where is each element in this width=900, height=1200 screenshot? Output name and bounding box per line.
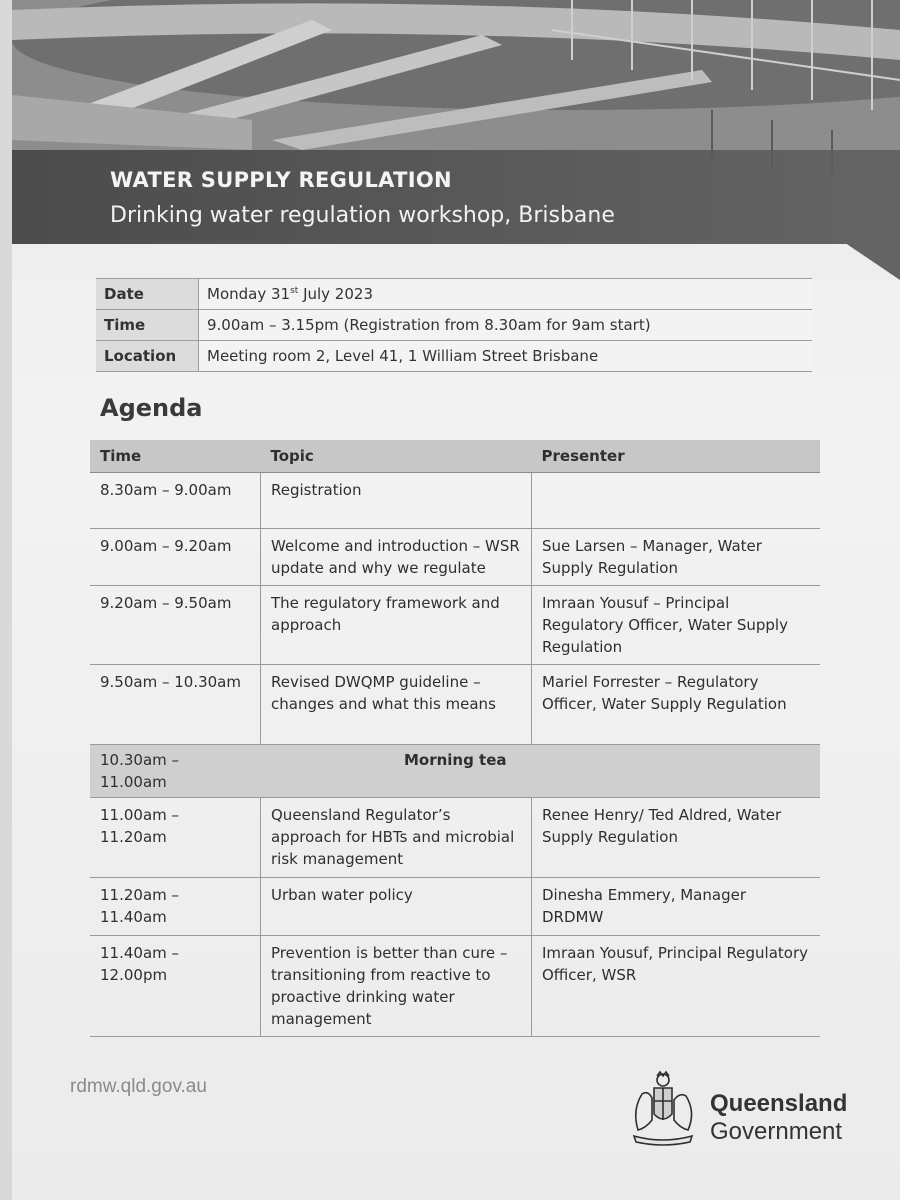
column-header-time: Time <box>90 440 261 473</box>
column-header-presenter: Presenter <box>532 440 821 473</box>
session-topic: The regulatory framework and approach <box>261 586 532 665</box>
session-topic: Revised DWQMP guideline – changes and what this means <box>261 665 532 745</box>
session-presenter: Renee Henry/ Ted Aldred, Water Supply Regulation <box>532 798 821 878</box>
agenda-table <box>90 440 820 1037</box>
session-presenter: Mariel Forrester – Regulatory Officer, Water Supply Regulation <box>532 665 821 745</box>
session-time: 11.20am – 11.40am <box>90 878 261 936</box>
header-photo <box>12 0 900 280</box>
date-row <box>96 279 812 310</box>
session-time: 9.20am – 9.50am <box>90 586 261 665</box>
event-details-table <box>96 278 812 372</box>
agenda-heading: Agenda <box>100 394 203 422</box>
session-time: 8.30am – 9.00am <box>90 473 261 529</box>
agenda-row <box>90 529 820 586</box>
queensland-coat-of-arms-icon <box>624 1070 702 1146</box>
session-topic: Welcome and introduction – WSR update and why we regulate <box>261 529 532 586</box>
date-label: Date <box>96 279 199 310</box>
agenda-row <box>90 878 820 936</box>
break-row <box>90 745 820 798</box>
session-time: 9.50am – 10.30am <box>90 665 261 745</box>
session-time: 11.00am – 11.20am <box>90 798 261 878</box>
time-row <box>96 310 812 341</box>
date-value-month-year: July 2023 <box>298 285 373 303</box>
agenda-row <box>90 936 820 1037</box>
session-presenter: Imraan Yousuf, Principal Regulatory Officer, WSR <box>532 936 821 1037</box>
break-time: 10.30am – 11.00am <box>90 745 261 798</box>
session-presenter: Dinesha Emmery, Manager DRDMW <box>532 878 821 936</box>
government-name: Queensland <box>710 1090 848 1117</box>
date-value-ordinal: st <box>290 286 299 296</box>
break-label: Morning tea <box>261 745 821 798</box>
session-presenter: Imraan Yousuf – Principal Regulatory Officer, Water Supply Regulation <box>532 586 821 665</box>
document-sheet <box>12 0 900 1200</box>
date-value <box>199 279 813 310</box>
session-presenter: Sue Larsen – Manager, Water Supply Regulation <box>532 529 821 586</box>
government-label: Government <box>710 1118 843 1145</box>
location-label: Location <box>96 341 199 372</box>
column-header-topic: Topic <box>261 440 532 473</box>
time-value: 9.00am – 3.15pm (Registration from 8.30am for 9am start) <box>199 310 813 341</box>
session-topic: Prevention is better than cure – transitioning from reactive to proactive drinking water management <box>261 936 532 1037</box>
location-row <box>96 341 812 372</box>
document-subtitle: Drinking water regulation workshop, Brisbane <box>110 203 615 228</box>
agenda-header-row <box>90 440 820 473</box>
session-topic: Queensland Regulator’s approach for HBTs and microbial risk management <box>261 798 532 878</box>
time-label: Time <box>96 310 199 341</box>
agenda-row <box>90 798 820 878</box>
date-value-day: Monday 31 <box>207 285 291 303</box>
agenda-row <box>90 586 820 665</box>
document-title: WATER SUPPLY REGULATION <box>110 168 452 192</box>
header-band-edge <box>12 244 900 280</box>
session-time: 11.40am – 12.00pm <box>90 936 261 1037</box>
agenda-row <box>90 665 820 745</box>
session-time: 9.00am – 9.20am <box>90 529 261 586</box>
session-presenter <box>532 473 821 529</box>
agenda-row <box>90 473 820 529</box>
location-value: Meeting room 2, Level 41, 1 William Street Brisbane <box>199 341 813 372</box>
session-topic: Registration <box>261 473 532 529</box>
session-topic: Urban water policy <box>261 878 532 936</box>
footer-website-link[interactable]: rdmw.qld.gov.au <box>70 1076 207 1097</box>
